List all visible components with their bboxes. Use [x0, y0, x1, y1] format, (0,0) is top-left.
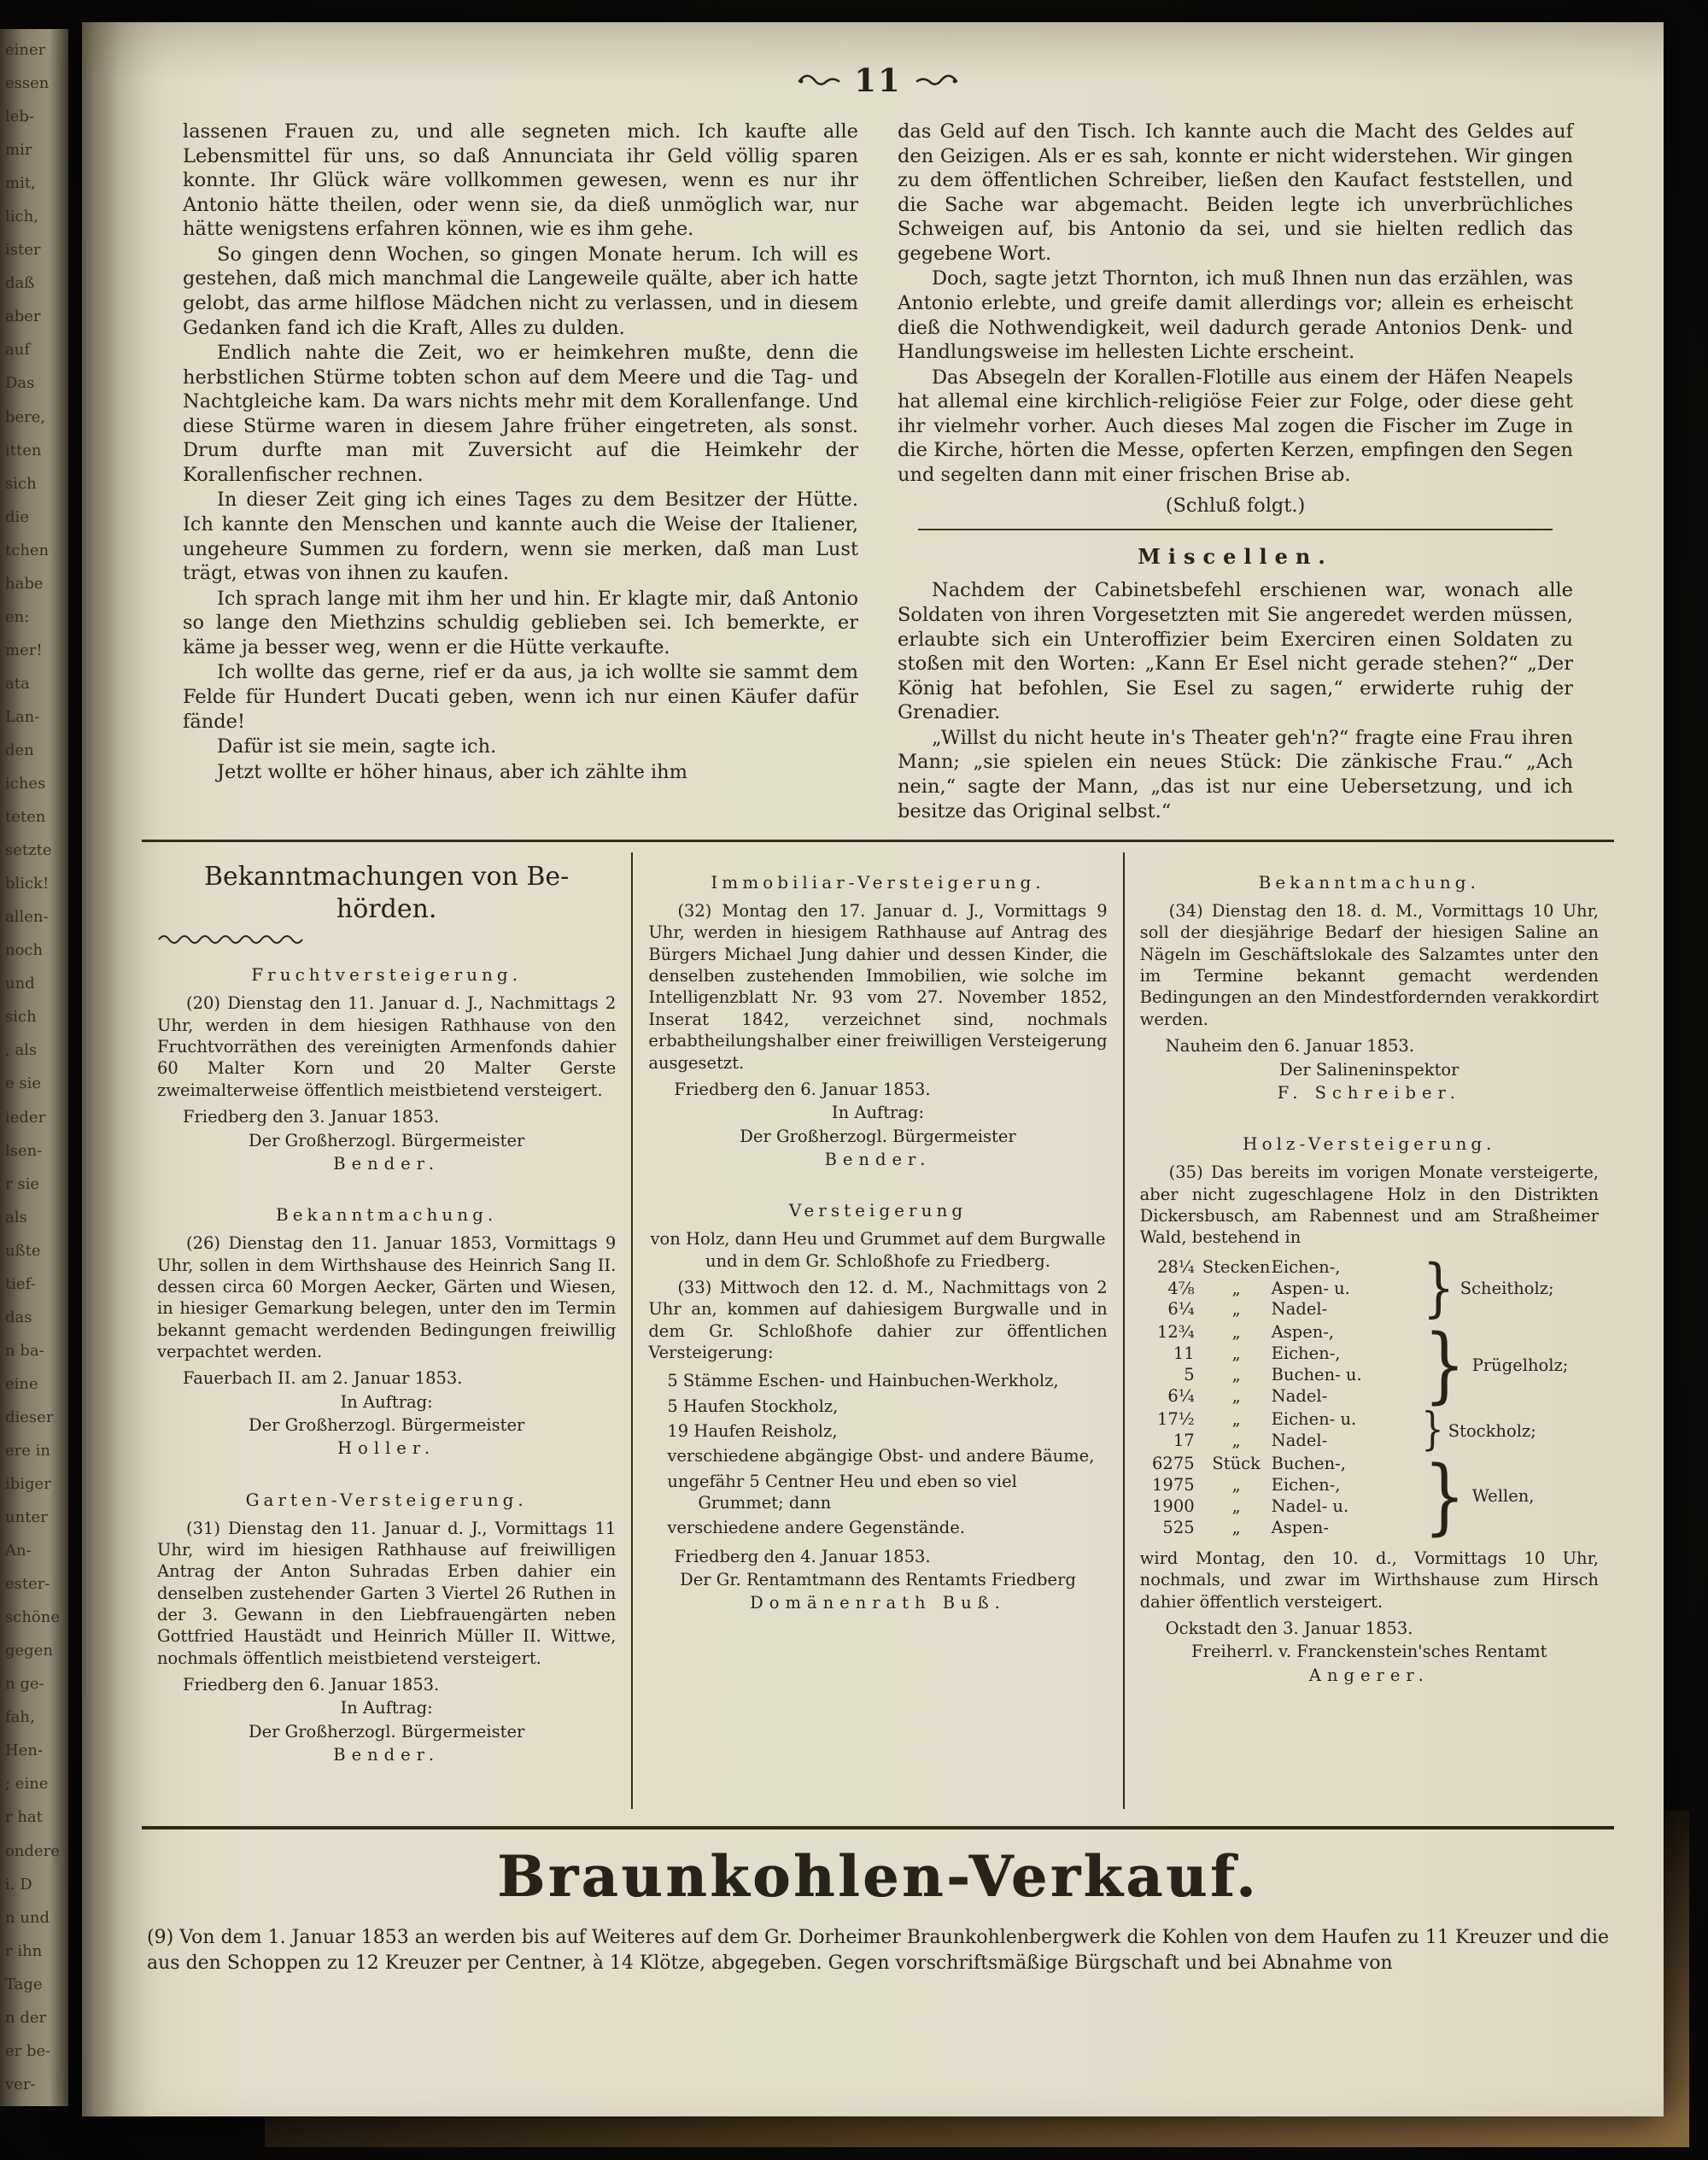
- edge-text-fragment: Das: [5, 374, 35, 393]
- edge-text-fragment: en:: [5, 607, 30, 626]
- announcements-title: [157, 861, 616, 925]
- edge-text-fragment: aber: [5, 307, 41, 326]
- paragraph: das Geld auf den Tisch. Ich kannte auch die Macht des Geldes auf den Geizigen. Als er es sah, konnte er nicht widerstehen. Wir gingen zu dem öffentlichen Schreiber, ließen den Kaufact feststellen, und die Sache war abgemacht. Beiden legte ich unverbrüchliches Schweigen auf, bis Antonio da sei, und sie hielten redlich das gegebene Wort.: [898, 120, 1573, 265]
- cell: „: [1231, 1322, 1241, 1343]
- edge-text-fragment: essen: [5, 74, 50, 93]
- dateline: Friedberg den 6. Januar 1853.: [183, 1675, 440, 1695]
- wood-lot-group: [1145, 1316, 1599, 1413]
- story-continuation-note: (Schluß folgt.): [1165, 495, 1306, 518]
- signature-title: Der Großherzogl. Bürgermeister: [740, 1126, 1016, 1146]
- paragraph: Jetzt wollte er höher hinaus, aber ich zählte ihm: [217, 760, 688, 783]
- auftrag-note: In Auftrag:: [831, 1103, 925, 1123]
- paragraph: Doch, sagte jetzt Thornton, ich muß Ihnen nun das erzählen, was Antonio erlebte, und greife damit allerdings vor; allein es erheischt dieß die Nothwendigkeit, weil dadurch gerade Antonios Denk- und Handlungsweise im hellesten Lichte erscheint.: [898, 267, 1573, 364]
- edge-text-fragment: ; eine: [5, 1775, 49, 1794]
- signature-title: Der Salineninspektor: [1279, 1059, 1459, 1080]
- story-left: [183, 120, 858, 784]
- dateline: Friedberg den 6. Januar 1853.: [674, 1079, 931, 1099]
- wood-lot-row: [1145, 1322, 1418, 1343]
- edge-text-fragment: itten: [5, 441, 42, 460]
- wood-lot-group: [1145, 1448, 1599, 1544]
- cell: „: [1231, 1431, 1241, 1451]
- announcement-heading: Versteigerung: [788, 1200, 968, 1221]
- signature-title: Freiherrl. v. Franckenstein'sches Rentamt: [1191, 1642, 1547, 1662]
- announcement-subheading: von Holz, dann Heu und Grummet auf dem Burgwalle und in dem Gr. Schloßhofe zu Friedberg.: [650, 1229, 1106, 1271]
- main-story-columns: [183, 120, 1573, 824]
- edge-text-fragment: unter: [5, 1508, 48, 1527]
- edge-text-fragment: r hat: [5, 1808, 43, 1827]
- announcement-bekanntmachung: [157, 1203, 616, 1459]
- dateline: Nauheim den 6. Januar 1853.: [1165, 1036, 1415, 1057]
- cell: 17: [1173, 1431, 1195, 1451]
- cell: Buchen- u.: [1271, 1365, 1362, 1385]
- edge-text-fragment: er be-: [5, 2041, 51, 2060]
- cell: 12¾: [1156, 1322, 1195, 1343]
- cell: „: [1231, 1343, 1241, 1364]
- edge-text-fragment: n der: [5, 2008, 47, 2027]
- edge-text-fragment: eine: [5, 1374, 38, 1393]
- edge-text-fragment: bere,: [5, 407, 46, 426]
- edge-text-fragment: lich,: [5, 208, 38, 226]
- wood-lot-row: [1145, 1518, 1418, 1539]
- announcement-heading: Bekanntmachung.: [276, 1204, 498, 1226]
- announcements-column-3: [1123, 852, 1614, 1809]
- edge-text-fragment: e sie: [5, 1074, 42, 1093]
- signature-title: Der Großherzogl. Bürgermeister: [248, 1414, 525, 1435]
- edge-text-fragment: r sie: [5, 1174, 39, 1193]
- wood-lot-group: [1145, 1404, 1599, 1456]
- announcements-title-line2: hörden.: [336, 893, 437, 924]
- auction-lot: 5 Haufen Stockholz,: [667, 1396, 839, 1416]
- edge-text-fragment: r ihn: [5, 1941, 43, 1960]
- brace-group: [1418, 1448, 1535, 1544]
- wood-lots-table: [1145, 1251, 1599, 1544]
- edge-text-fragment: setzte: [5, 841, 52, 860]
- edge-text-fragment: mer!: [5, 641, 43, 659]
- braunkohlen-section: [142, 1826, 1614, 1977]
- announcement-body: (33) Mittwoch den 12. d. M., Nachmittags von 2 Uhr an, kommen auf dahiesigem Burgwalle und in dem Gr. Schloßhofe dahier zur öffentlichen Versteigerung:: [648, 1277, 1108, 1362]
- curly-brace-icon: }: [1423, 1448, 1465, 1544]
- edge-text-fragment: sich: [5, 1008, 37, 1027]
- cell: 1900: [1152, 1496, 1195, 1517]
- auction-lot: 19 Haufen Reisholz,: [667, 1420, 838, 1441]
- cell: 28¼: [1156, 1256, 1195, 1277]
- cell: Nadel- u.: [1271, 1496, 1349, 1517]
- edge-text-fragment: das: [5, 1308, 32, 1326]
- page-content: [82, 22, 1664, 1977]
- edge-text-fragment: fah,: [5, 1708, 35, 1727]
- main-right-column: [898, 120, 1573, 824]
- edge-text-fragment: iches: [5, 775, 46, 793]
- edge-text-fragment: ata: [5, 674, 30, 693]
- edge-text-fragment: allen-: [5, 908, 49, 927]
- edge-text-fragment: auf: [5, 341, 30, 360]
- cell: Aspen- u.: [1271, 1278, 1350, 1298]
- cell: Nadel-: [1271, 1299, 1328, 1320]
- edge-text-fragment: sich: [5, 474, 37, 493]
- announcement-body: (20) Dienstag den 11. Januar d. J., Nachmittags 2 Uhr, werden in dem hiesigen Rathhause von den Fruchtvorräthen des vereinigten Armenfonds dahier 60 Malter Korn und 20 Malter Gerste zweimalterweise öffentlich meistbietend versteigert.: [157, 993, 617, 1100]
- announcement-body: (34) Dienstag den 18. d. M., Vormittags 10 Uhr, soll der diesjährige Bedarf der hiesigen Saline an Nägeln im Geschäftslokale des Salzamtes unter den im Termine bekannt gemacht werdenden Bedingungen an den Mindestfordernden verakkordirt werden.: [1139, 901, 1599, 1029]
- wood-lot-row: [1145, 1454, 1418, 1475]
- announcement-heading: Holz-Versteigerung.: [1243, 1133, 1496, 1155]
- edge-text-fragment: ondere: [5, 1841, 60, 1860]
- dateline: Ockstadt den 3. Januar 1853.: [1165, 1618, 1413, 1638]
- cell: Aspen-: [1271, 1518, 1329, 1537]
- paragraph: „Willst du nicht heute in's Theater geh'n?“ fragte eine Frau ihren Mann; „sie spielen ein neues Stück: Die zänkische Frau.“ „Ach nein,“ sagte der Mann, „das ist nur eine Uebersetzung, und ich besitze das Original selbst.“: [898, 726, 1573, 822]
- wood-rows: [1145, 1322, 1418, 1408]
- cell: Buchen-,: [1271, 1454, 1346, 1474]
- announcements-column-1: [142, 852, 631, 1809]
- signature-name: Holler.: [337, 1438, 436, 1459]
- edge-text-fragment: als: [5, 1208, 27, 1226]
- cell: 5: [1184, 1365, 1195, 1385]
- edge-text-fragment: ester-: [5, 1575, 50, 1594]
- announcement-body: (26) Dienstag den 11. Januar 1853, Vormittags 9 Uhr, sollen in dem Wirthshause des Heinrich Sang II. dessen circa 60 Morgen Aecker, Gärten und Wiesen, in hiesiger Gemarkung belegen, unter den im Termin bekannt gemacht werdenden Bedingungen freiwillig verpachtet werden.: [157, 1233, 617, 1361]
- announcement-holz-versteigerung: [1140, 1133, 1599, 1686]
- flourish-left-icon: [798, 73, 840, 88]
- dateline: Friedberg den 3. Januar 1853.: [183, 1107, 440, 1127]
- edge-text-fragment: ver-: [5, 2075, 36, 2093]
- edge-text-fragment: An-: [5, 1542, 32, 1560]
- announcements-section: [142, 852, 1614, 1809]
- brace-group: [1418, 1316, 1569, 1413]
- brace-group: [1418, 1251, 1554, 1326]
- cell: „: [1231, 1299, 1241, 1320]
- edge-text-fragment: i. D: [5, 1875, 32, 1894]
- auftrag-note: In Auftrag:: [340, 1391, 433, 1412]
- facing-page-edge: [0, 29, 68, 2106]
- edge-text-fragment: ieder: [5, 1108, 46, 1127]
- edge-text-fragment: daß: [5, 274, 35, 293]
- cell: 11: [1173, 1343, 1195, 1364]
- wood-group-label: Stockholz;: [1448, 1420, 1536, 1441]
- book-page-stack-right: [1664, 1811, 1689, 2118]
- cell: Nadel-: [1271, 1431, 1328, 1451]
- announcement-saline: [1140, 871, 1599, 1103]
- edge-text-fragment: Lan-: [5, 707, 40, 726]
- page-header: [142, 61, 1614, 99]
- edge-text-fragment: gegen: [5, 1642, 53, 1660]
- book-page-stack-bottom: [265, 2116, 1689, 2147]
- edge-text-fragment: teten: [5, 808, 46, 827]
- signature-title: Der Großherzogl. Bürgermeister: [248, 1130, 525, 1150]
- wood-rows: [1145, 1409, 1418, 1452]
- cell: „: [1231, 1409, 1241, 1430]
- cell: Stecken: [1202, 1256, 1271, 1277]
- wood-lot-group: [1145, 1251, 1599, 1326]
- edge-text-fragment: n und: [5, 1908, 50, 1927]
- edge-text-fragment: ußte: [5, 1241, 41, 1260]
- edge-text-fragment: n ge-: [5, 1675, 44, 1694]
- wood-lot-row: [1145, 1257, 1418, 1279]
- edge-text-fragment: dieser: [5, 1408, 54, 1426]
- announcement-body: (32) Montag den 17. Januar d. J., Vormittags 9 Uhr, werden in hiesigem Rathhause auf Antrag des Bürgers Michael Jung dahier und dessen Kinder, die denselben zustehenden Immobilien, wie solche im Intelligenzblatt Nr. 93 vom 27. November 1852, Inserat 1842, verzeichnet sind, nochmals erbabtheilungshalber einer freiwilligen Versteigerung ausgesetzt.: [648, 901, 1108, 1073]
- cell: 6¼: [1167, 1299, 1195, 1320]
- cell: 6275: [1152, 1454, 1195, 1474]
- miscellen-paragraphs: [898, 578, 1573, 823]
- main-left-column: [183, 120, 858, 824]
- signature-name: Bender.: [333, 1745, 441, 1765]
- cell: 17½: [1156, 1409, 1195, 1430]
- paragraph: Ich sprach lange mit ihm her und hin. Er klagte mir, daß Antonio so lange den Miethzins schuldig geblieben sei. Ich bemerkte, er käme ja besser weg, wenn er die Hütte verkaufte.: [183, 587, 858, 659]
- curly-brace-icon: }: [1422, 1251, 1455, 1326]
- announcement-body: wird Montag, den 10. d., Vormittags 10 Uhr, nochmals, und zwar im Wirthshause zum Hirsch dahier öffentlich versteigert.: [1139, 1548, 1599, 1612]
- paragraph: So gingen denn Wochen, so gingen Monate herum. Ich will es gestehen, daß mich manchmal die Langeweile quälte, aber ich hatte gelobt, das arme hilflose Mädchen nicht zu verlassen, und in diesem Gedanken fand ich die Kraft, Alles zu dulden.: [183, 243, 858, 339]
- announcement-heading: Garten-Versteigerung.: [245, 1489, 528, 1510]
- wood-group-label: Scheitholz;: [1459, 1279, 1554, 1299]
- cell: „: [1231, 1496, 1241, 1517]
- cell: „: [1231, 1518, 1241, 1537]
- decorative-squiggle: [157, 928, 616, 950]
- wood-rows: [1145, 1454, 1418, 1539]
- announcement-holz-heu-versteigerung: [648, 1199, 1107, 1614]
- paragraph: Das Absegeln der Korallen-Flotille aus einem der Häfen Neapels hat allemal eine kirchlich-religiöse Feier zur Folge, oder diese geht ihr vielmehr vorher. Auch dieses Mal zogen die Fischer im Zuge in die Kirche, hörten die Messe, opferten Kerzen, empfingen den Segen und segelten dann mit einer frischen Brise ab.: [898, 366, 1573, 486]
- signature-name: Domänenrath Buß.: [750, 1593, 1006, 1613]
- story-right: [898, 120, 1573, 487]
- wood-group-label: Prügelholz;: [1471, 1355, 1569, 1375]
- paragraph: Nachdem der Cabinetsbefehl erschienen war, wonach alle Soldaten von ihren Vorgesetzten mit Sie angeredet werden müssen, erlaubte sich ein Unteroffizier beim Exerciren einen Soldaten zu stoßen mit den Worten: „Kann Er Esel nicht gerade stehen?“ „Der König hat befohlen, Sie Esel zu sagen,“ erwiderte ruhig der Grenadier.: [898, 579, 1573, 724]
- curly-brace-icon: }: [1423, 1316, 1465, 1413]
- paragraph: Endlich nahte die Zeit, wo er heimkehren mußte, denn die herbstlichen Stürme tobten schon auf dem Meere und die Tag- und Nachtgleiche kam. Da wars nichts mehr mit dem Korallenfange. Und diese Stürme waren in diesem Jahre früher eingetreten, als sonst. Drum durfte man mit Zuversicht auf die Heimkehr der Korallenfischer rechnen.: [183, 342, 858, 486]
- edge-text-fragment: lsen-: [5, 1141, 43, 1160]
- cell: 4⅞: [1167, 1278, 1195, 1298]
- cell: Eichen-,: [1271, 1343, 1341, 1364]
- edge-text-fragment: ibiger: [5, 1475, 51, 1494]
- wood-rows: [1145, 1257, 1418, 1321]
- edge-text-fragment: habe: [5, 574, 44, 593]
- miscellen-heading: Miscellen.: [1138, 544, 1333, 569]
- wood-group-label: Wellen,: [1471, 1486, 1535, 1507]
- announcements-column-2: [631, 852, 1122, 1809]
- signature-name: F. Schreiber.: [1277, 1082, 1461, 1103]
- edge-text-fragment: ere in: [5, 1441, 50, 1460]
- cell: Aspen-,: [1271, 1322, 1335, 1343]
- edge-text-fragment: leb-: [5, 108, 35, 126]
- edge-text-fragment: mit,: [5, 174, 36, 193]
- edge-text-fragment: Tage: [5, 1975, 43, 1993]
- signature-title: Der Gr. Rentamtmann des Rentamts Friedberg: [680, 1570, 1076, 1590]
- signature-name: Bender.: [824, 1149, 932, 1169]
- signature-title: Der Großherzogl. Bürgermeister: [248, 1721, 525, 1741]
- edge-text-fragment: den: [5, 740, 34, 759]
- heavy-rule: [142, 1826, 1614, 1829]
- auction-lots-list: [648, 1370, 1107, 1538]
- edge-text-fragment: die: [5, 507, 29, 526]
- edge-text-fragment: mir: [5, 141, 32, 160]
- announcement-body: (35) Das bereits im vorigen Monate versteigerte, aber nicht zugeschlagene Holz in den Distrikten Dickersbusch, am Rabennest und am Straßheimer Wald, bestehend in: [1139, 1162, 1599, 1248]
- edge-text-fragment: tchen: [5, 541, 50, 559]
- cell: Nadel-: [1271, 1386, 1328, 1407]
- announcement-heading: Fruchtversteigerung.: [251, 964, 523, 986]
- edge-text-fragment: blick!: [5, 875, 50, 893]
- flourish-right-icon: [915, 73, 958, 88]
- announcement-immobiliar-versteigerung: [648, 871, 1107, 1170]
- announcement-body: (31) Dienstag den 11. Januar d. J., Vormittags 11 Uhr, wird im hiesigen Rathhause auf freiwilligen Antrag der Anton Suhradas Erben dahier ein denselben zustehender Garten 3 Viertel 26 Ruthen in der 3. Gewann in den Liebfrauengärten neben Gottfried Haustädt und Heinrich Müller II. Wittwe, nochmals öffentlich meistbietend versteigert.: [157, 1518, 617, 1668]
- wood-lot-row: [1145, 1496, 1418, 1518]
- edge-text-fragment: tief-: [5, 1274, 36, 1293]
- auction-lot: verschiedene andere Gegenstände.: [667, 1518, 966, 1538]
- paragraph: In dieser Zeit ging ich eines Tages zu dem Besitzer der Hütte. Ich kannte den Menschen und kannte auch die Weise der Italiener, ungeheure Summen zu fordern, wenn sie merken, daß man Lust trägt, etwas von ihnen zu kaufen.: [183, 489, 858, 585]
- wood-lot-row: [1145, 1409, 1418, 1431]
- cell: 525: [1162, 1518, 1195, 1537]
- page-number: 11: [854, 61, 902, 99]
- cell: Eichen- u.: [1271, 1409, 1357, 1430]
- wood-lot-row: [1145, 1475, 1418, 1496]
- edge-text-fragment: und: [5, 975, 35, 993]
- wood-lot-row: [1145, 1279, 1418, 1300]
- cell: „: [1231, 1386, 1241, 1407]
- newspaper-page: [82, 22, 1664, 2116]
- cell: Stück: [1212, 1454, 1261, 1474]
- braunkohlen-headline: Braunkohlen-Verkauf.: [496, 1843, 1260, 1911]
- section-divider: [918, 529, 1553, 530]
- wood-lot-row: [1145, 1343, 1418, 1365]
- cell: 1975: [1152, 1475, 1195, 1496]
- signature-name: Bender.: [333, 1153, 441, 1174]
- paragraph: Ich wollte das gerne, rief er da aus, ja ich wollte sie sammt dem Felde für Hundert Ducati geben, wenn ich nur einen Käufer dafür fände!: [183, 661, 858, 733]
- wood-lot-row: [1145, 1386, 1418, 1408]
- edge-text-fragment: , als: [5, 1041, 38, 1060]
- auction-lot: 5 Stämme Eschen- und Hainbuchen-Werkholz,: [667, 1371, 1059, 1391]
- curly-brace-icon: }: [1420, 1404, 1444, 1456]
- announcement-fruchtversteigerung: [157, 963, 616, 1174]
- edge-text-fragment: ister: [5, 241, 41, 260]
- announcement-garten-versteigerung: [157, 1489, 616, 1766]
- cell: „: [1231, 1278, 1241, 1298]
- brace-group: [1418, 1404, 1536, 1456]
- announcements-title-line1: Bekanntmachungen von Be-: [204, 862, 570, 893]
- wood-lot-row: [1145, 1431, 1418, 1452]
- paragraph: lassenen Frauen zu, und alle segneten mich. Ich kaufte alle Lebensmittel für uns, so daß Annunciata ihr Geld völlig sparen konnte. Ihr Glück wäre vollkommen gewesen, wenn es nur ihr Antonio hätte theilen, oder wenn sie, da dieß unmöglich war, nur hätte wenigstens erfahren können, wie es ihm gehe.: [183, 120, 858, 241]
- cell: Eichen-,: [1271, 1256, 1341, 1277]
- auftrag-note: In Auftrag:: [340, 1698, 433, 1718]
- wood-lot-row: [1145, 1365, 1418, 1386]
- signature-name: Angerer.: [1308, 1665, 1430, 1685]
- cell: Eichen-,: [1271, 1475, 1341, 1496]
- edge-text-fragment: Hen-: [5, 1741, 44, 1760]
- cell: 6¼: [1167, 1386, 1195, 1407]
- announcement-heading: Bekanntmachung.: [1258, 872, 1480, 893]
- edge-text-fragment: noch: [5, 941, 44, 960]
- dateline: Fauerbach II. am 2. Januar 1853.: [183, 1368, 463, 1389]
- dateline: Friedberg den 4. Januar 1853.: [674, 1546, 931, 1566]
- edge-text-fragment: n ba-: [5, 1341, 44, 1360]
- edge-text-fragment: einer: [5, 41, 46, 59]
- auction-lot: ungefähr 5 Centner Heu und eben so viel Grummet; dann: [667, 1471, 1017, 1513]
- cell: „: [1231, 1475, 1241, 1496]
- announcement-heading: Immobiliar-Versteigerung.: [711, 872, 1045, 893]
- cell: „: [1231, 1365, 1241, 1385]
- edge-text-fragment: schöne: [5, 1608, 60, 1627]
- wood-lot-row: [1145, 1299, 1418, 1320]
- braunkohlen-body: (9) Von dem 1. Januar 1853 an werden bis auf Weiteres auf dem Gr. Dorheimer Braunkohlenbergwerk die Kohlen von dem Haufen zu 11 Kreuzer und die aus den Schoppen zu 12 Kreuzer per Centner, à 14 Klötze, abgegeben. Gegen vorschriftsmäßige Bürgschaft und bei Abnahme von: [147, 1927, 1609, 1975]
- paragraph: Dafür ist sie mein, sagte ich.: [217, 735, 497, 758]
- section-rule: [142, 840, 1614, 842]
- auction-lot: verschiedene abgängige Obst- und andere Bäume,: [667, 1446, 1095, 1466]
